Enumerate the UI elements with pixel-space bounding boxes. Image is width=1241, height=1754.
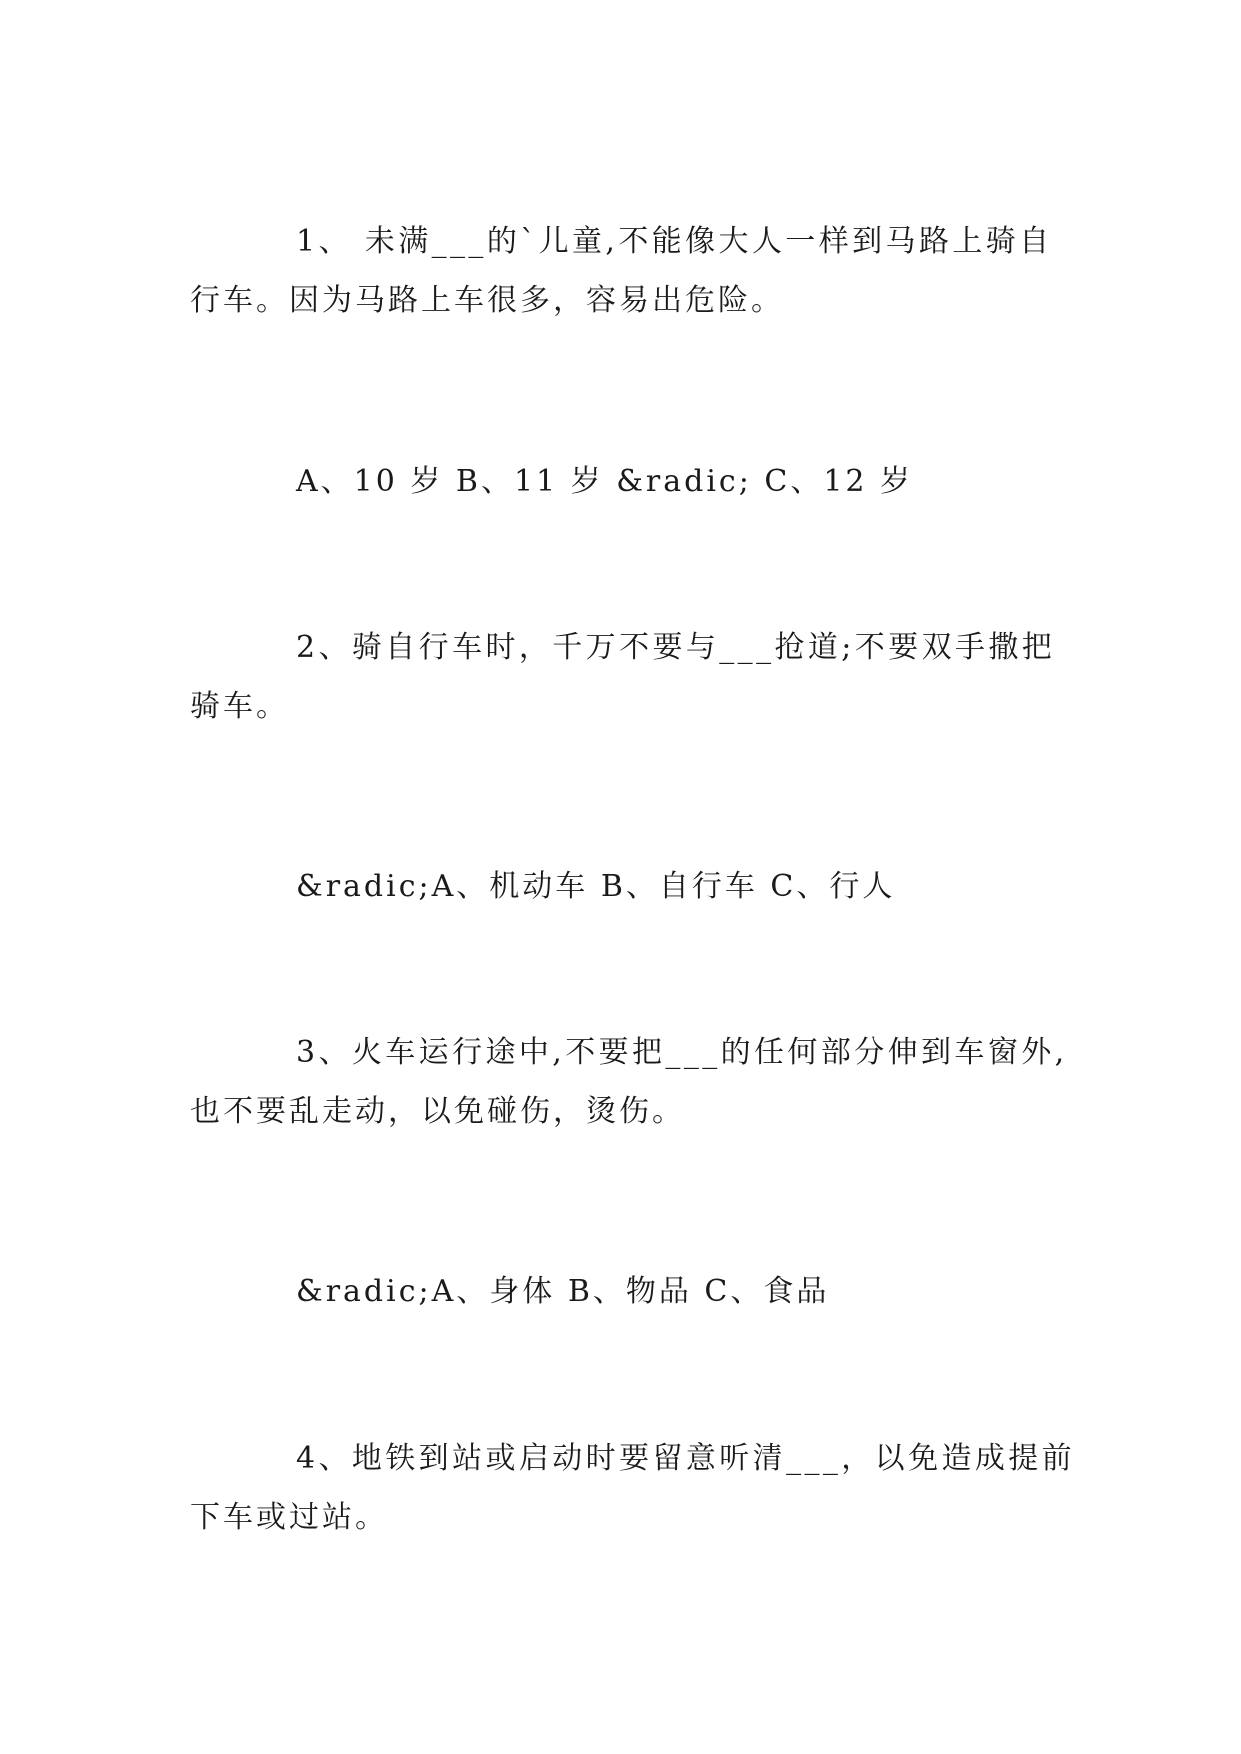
question-1-options: A、10 岁 B、11 岁 &radic; C、12 岁 xyxy=(296,464,914,499)
question-1-line-2: 行车。因为马路上车很多，容易出危险。 xyxy=(190,283,784,318)
question-4-line-2: 下车或过站。 xyxy=(190,1500,388,1535)
question-3-line-2: 也不要乱走动，以免碰伤，烫伤。 xyxy=(190,1094,685,1129)
question-3-options: &radic;A、身体 B、物品 C、食品 xyxy=(296,1274,830,1309)
question-2-options: &radic;A、机动车 B、自行车 C、行人 xyxy=(296,869,896,904)
question-3-line-1: 3、火车运行途中,不要把___的任何部分伸到车窗外, xyxy=(296,1035,1068,1070)
question-2-line-2: 骑车。 xyxy=(190,689,289,724)
question-2-line-1: 2、骑自行车时，千万不要与___抢道;不要双手撒把 xyxy=(296,630,1056,665)
question-1-line-1: 1、 未满___的`儿童,不能像大人一样到马路上骑自 xyxy=(296,224,1053,259)
question-4-line-1: 4、地铁到站或启动时要留意听清___，以免造成提前 xyxy=(296,1441,1076,1476)
